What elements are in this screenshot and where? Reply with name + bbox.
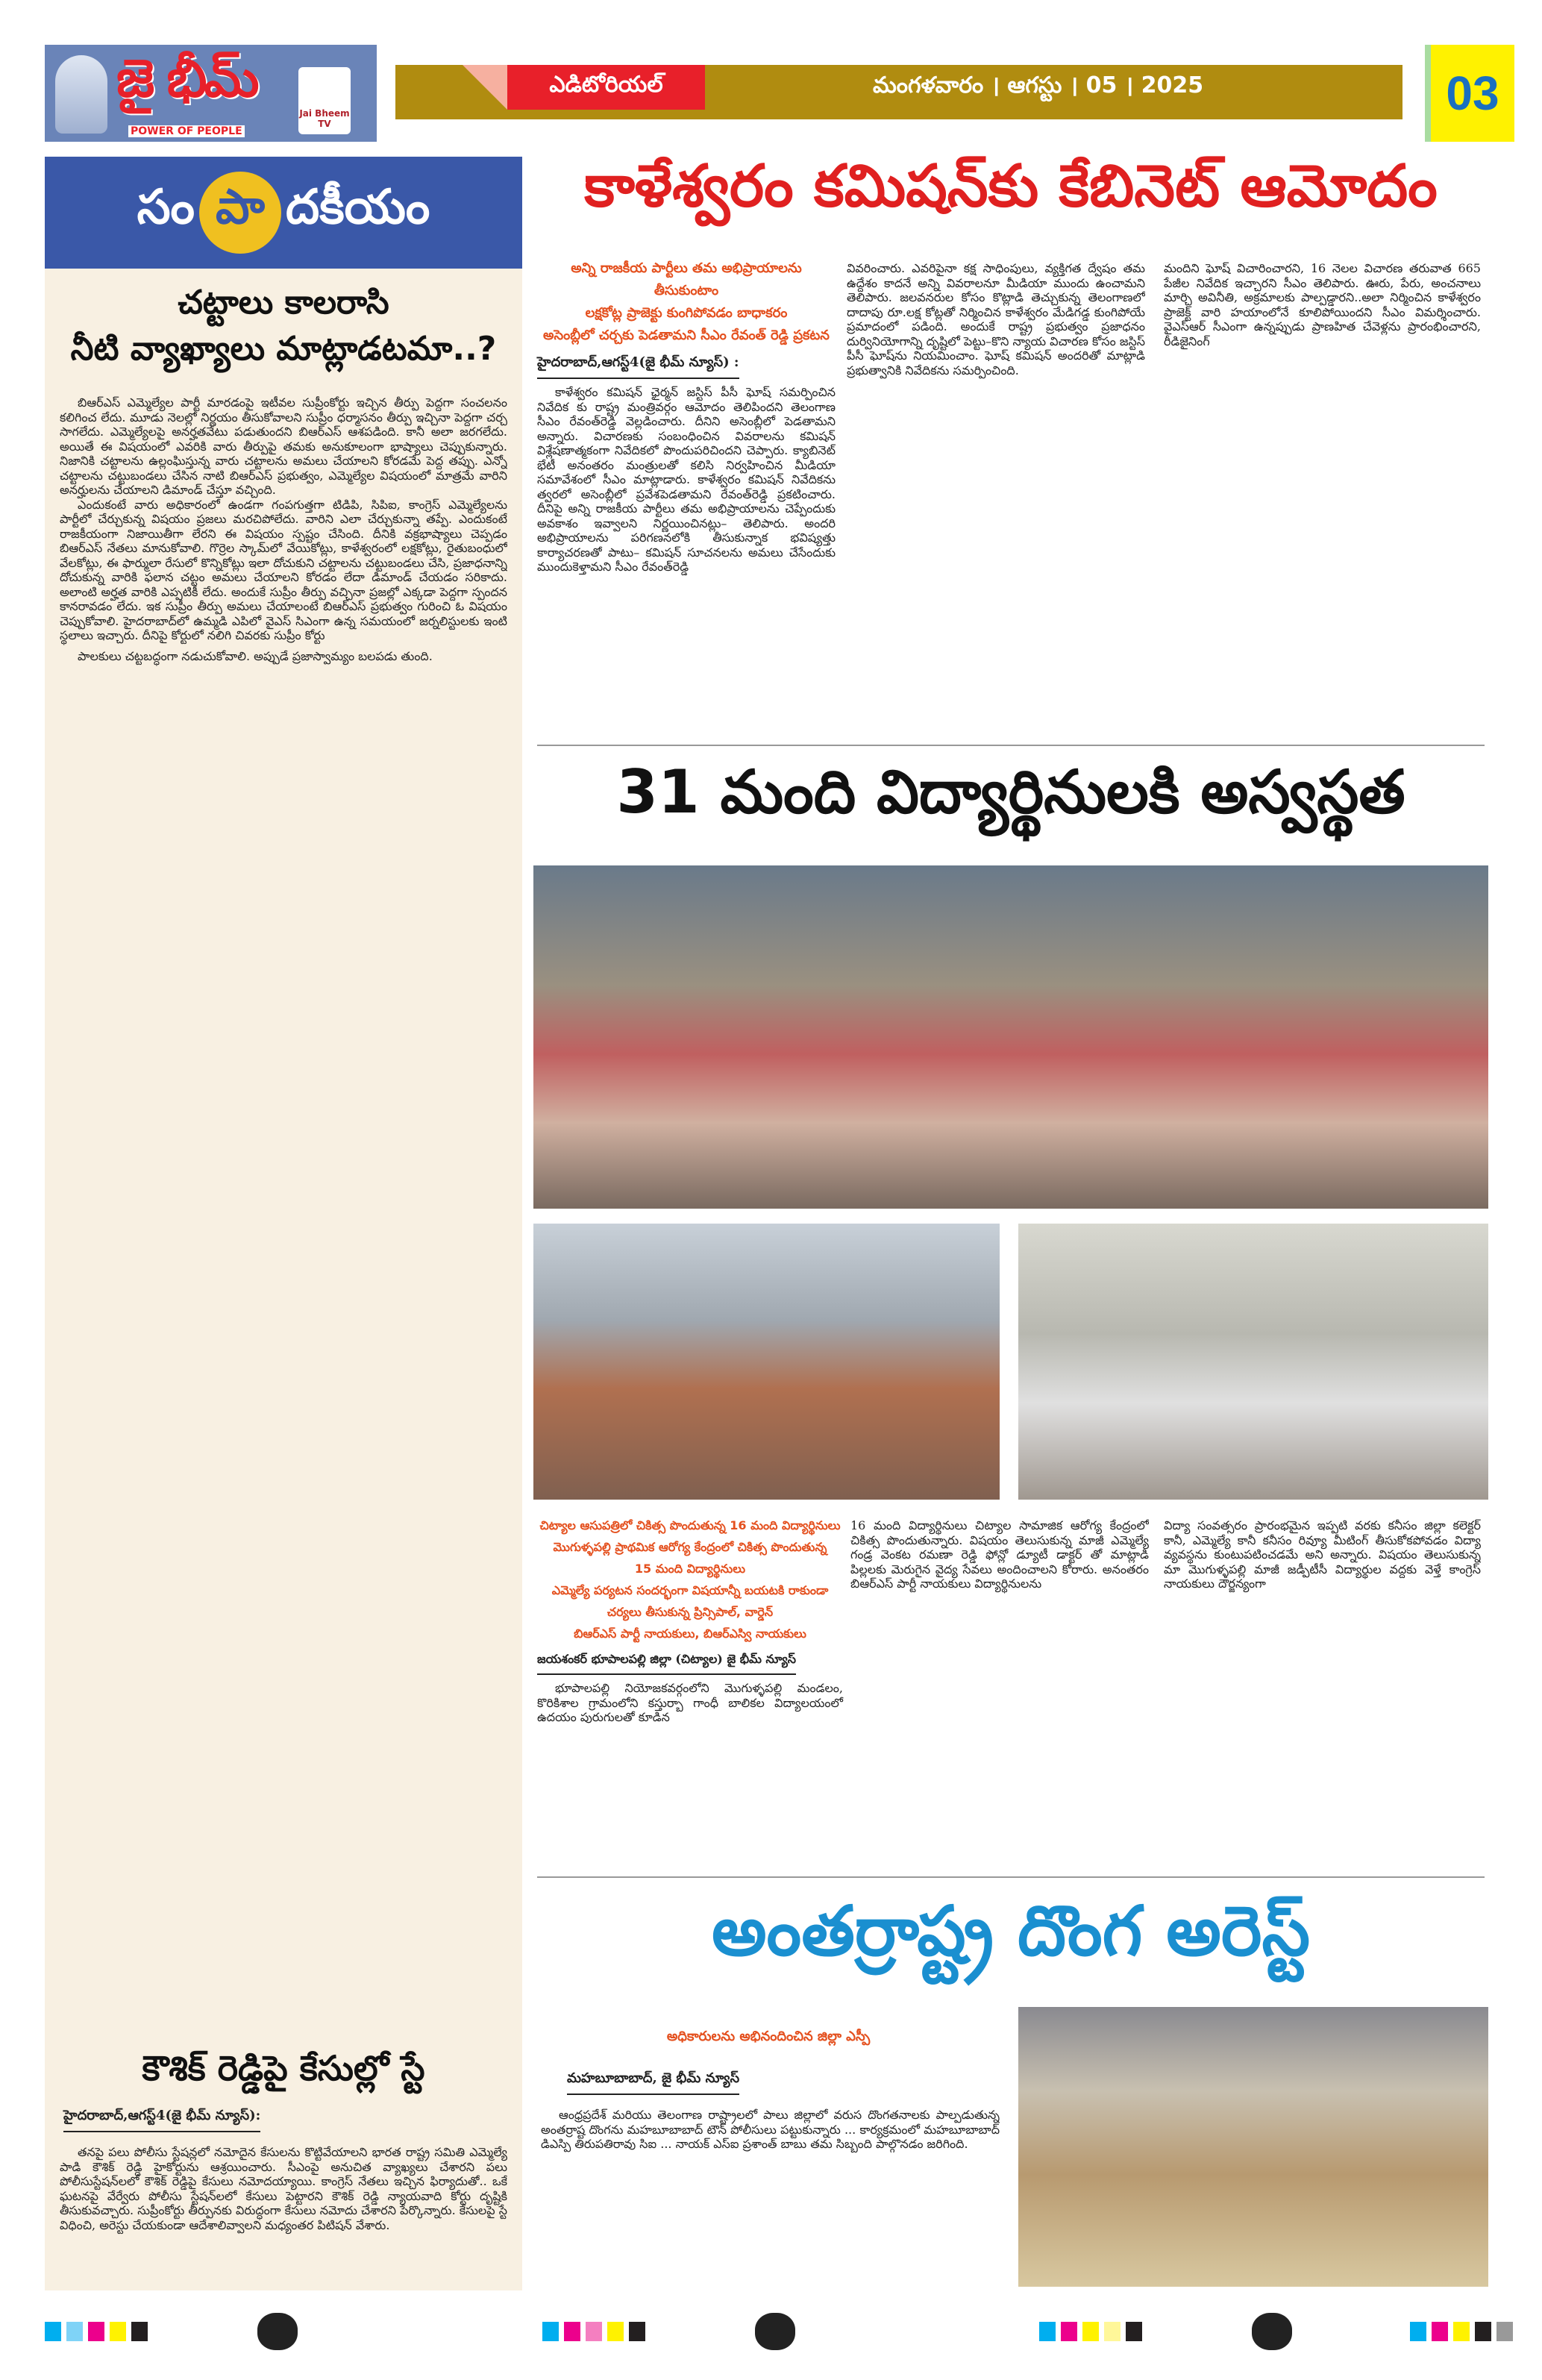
page-number: 03 (1425, 45, 1514, 142)
registration-dot (755, 2313, 795, 2350)
title-line: చట్టాలు కాలరాసి (178, 284, 389, 322)
story2-subhead: చిట్యాల ఆసుపత్రిలో చికిత్స పొందుతున్న 16 మంది విద్యార్థినులు మొగుళ్ళపల్లి ప్రాథమిక ఆరోగ్య కేంద్రంలో చికిత్స పొందుతున్న 15 మంది విద్యార్థినులు ఎమ్మెల్యే పర్యటన సందర్భంగా విషయాన్నీ బయటకి రాకుండా చర్యలు తీసుకున్న ప్రిన్సిపాల్, వార్డెన్ బిఆర్ఎస్ పార్టీ నాయకులు, బిఆర్ఎస్వి నాయకులు (539, 1518, 841, 1641)
dateline: జయశంకర్ భూపాలపల్లి జిల్లా (చిట్యాల) జై భీమ్ న్యూస్ (537, 1652, 796, 1675)
story1-col1 (537, 257, 836, 698)
paragraph: కాళేశ్వరం కమిషన్ ఛైర్మన్ జస్టిస్ పీసీ ఘోష్ సమర్పించిన నివేదిక కు రాష్ట్ర మంత్రివర్గం ఆమోదం తెలిపిందని తెలంగాణ సీఎం రేవంత్‌రెడ్డి వెల్లడించారు. దీనిని అసెంబ్లీలో పెడతామని అన్నారు. విచారణకు సంబంధించిన వివరాలను కమిషన్ విశ్లేషణాత్మకంగా నివేదికలో పొందుపరిచిందని చెప్పారు. క్యాబినెట్ భేటీ అనంతరం మంత్రులతో కలిసి నిర్వహించిన మీడియా సమావేశంలో సీఎం మాట్లాడారు. కాళేశ్వరం కమిషన్ నివేదికను త్వరలో అసెంబ్లీలో ప్రవేశపెడతామని రేవంత్‌రెడ్డి ప్రకటించారు. దీనిపై అన్ని రాజకీయ పార్టీలు తమ అభిప్రాయాలను చెప్పేందుకు అవకాశం ఇవ్వాలని నిర్ణయించినట్లు– తెలిపారు. అందరి అభిప్రాయాలను పరిగణనలోకి తీసుకున్నాక భవిష్యత్తు కార్యాచరణతో పాటు– కమిషన్ సూచనలను అమలు చేసేందుకు ముందుకెళ్తామని సీఎం రేవంత్‌రెడ్డి (537, 385, 836, 574)
story3-headline: అంతర్రాష్ట్ర దొంగ అరెస్ట్ (711, 1891, 1311, 1971)
paragraph: మందిని ఘోష్ విచారించారని, 16 నెలల విచారణ తరువాత 665 పేజీల నివేదిక ఇచ్చారని సీఎం తెలిపారు. ఊరు, పేరు, అంచనాలు మార్చి అవినీతి, అక్రమాలకు పాల్పడ్డారని..అలా నిర్మించిన కాళేశ్వరం ప్రాజెక్ట్ వారి హయాంలోనే కూలిపోయిందని సీఎం విమర్శించారు. వైఎస్‌ఆర్ సీఎంగా ఉన్నప్పుడు ప్రాణహిత చేవెళ్లను ప్రారంభించారని, రీడిజైనింగ్ (1164, 261, 1481, 348)
paragraph: ఎందుకంటే వారు అధికారంలో ఉండగా గంపగుత్తగా టిడిపి, సిపిఐ, కాంగ్రెస్ ఎమ్మెల్యేలను పార్టీలో చేర్చుకున్న విషయం ప్రజలు మరచిపోలేదు. వారిని ఎలా చేర్చుకున్నా తప్పే. ఎందుకంటే రాజకీయంగా నిజాయితీగా లేరని ఈ విషయం స్పష్టం చేసింది. దీనికి వక్రభాష్యాలు చెప్పడం బిఆర్‌ఎస్ నేతలు మానుకోవాలి. గొర్రెల స్కామ్‌లో వేయికోట్లు, కాళేశ్వరంలో లక్షకోట్లు, రైతుబంధులో వేలకోట్లు, ఈ ఫార్ములా రేసులో కొన్నికోట్లు ఇలా దోచుకుని చట్టాలను చట్టుబండలు చేసి, ప్రజాధనాన్ని దోచుకున్న వారికి ఫలాన చట్టం అమలు చేయాలని కోరడం లేదా డిమాండ్ చేయడం సరికాదు. అలాంటి అర్హత వారికి ఎప్పటికీ లేదు. అందుకే సుప్రీం తీర్పు వచ్చినా ప్రజల్లో ఎక్కడా పెద్దగా స్పందన కానరావడం లేదు. ఇక సుప్రీం తీర్పు అమలు చేయాలంటే బిఆర్‌ఎస్ ప్రభుత్వం గురించి ఓ విషయం చెప్పుకోవాలి. హైదరాబాద్‌లో ఉమ్మడి ఎపిలో వైఎస్ సిఎంగా ఉన్న సమయంలో జర్నలిస్టులకు ఇంటి స్థలాలు ఇచ్చారు. దీనిపై కోర్టులో నలిగి చివరకు సుప్రీం కోర్టు (60, 497, 507, 642)
school-gathering-photo (533, 1224, 1000, 1500)
paragraph: తనపై పలు పోలీసు స్టేషన్లలో నమోదైన కేసులను కొట్టివేయాలని భారత రాష్ట్ర సమితి ఎమ్మెల్యే పాడి కౌశిక్ రెడ్డి హైకోర్టును ఆశ్రయించారు. సీఎంపై అనుచిత వ్యాఖ్యలు చేశారని పలు పోలీసుస్టేషన్‌లలో కౌశిక్ రెడ్డిపై కేసులు నమోదయ్యాయి. కాంగ్రెస్ నేతలు ఇచ్చిన ఫిర్యాదుతో.. ఒకే ఘటనపై వేర్వేరు పోలీసు స్టేషన్‌లలో కేసులు పెట్టారని కౌశిక్ రెడ్డి న్యాయవాది కోర్టు దృష్టికి తీసుకువచ్చారు. సుప్రీంకోర్టు తీర్పునకు విరుద్ధంగా కేసులు నమోదు చేశారని పేర్కొన్నారు. కేసులపై స్టే విధించి, అరెస్టు చేయకుండా ఆదేశాలివ్వాలని మధ్యంతర పిటిషన్ వేశారు. (60, 2145, 507, 2232)
registration-dot (257, 2313, 298, 2350)
section-label: ఎడిటోరియల్ (507, 65, 705, 110)
tab-wedge (463, 65, 507, 110)
divider (537, 1876, 1485, 1878)
editorial2-headline: కౌశిక్ రెడ్డిపై కేసుల్లో స్టే (142, 2048, 425, 2088)
editorial2-dateline-wrap (63, 2100, 260, 2138)
police-arrest-photo (1018, 2007, 1488, 2287)
story1-subhead: అన్ని రాజకీయ పార్టీలు తమ అభిప్రాయాలను తీసుకుంటాం లక్షకోట్ల ప్రాజెక్టు కుంగిపోవడం బాధాకరం అసెంబ్లీలో చర్చకు పెడతామని సీఎం రేవంత్ రెడ్డి ప్రకటన (543, 260, 830, 343)
color-registration-mark (45, 2322, 148, 2341)
story2-col1 (537, 1515, 843, 1725)
story1-col2 (847, 261, 1145, 739)
paragraph: ఆంధ్రప్రదేశ్ మరియు తెలంగాణ రాష్ట్రాలలో పాలు జిల్లాలో వరుస దొంగతనాలకు పాల్పడుతున్న అంతర్రాష్ట దొంగను మహబూబాబాద్ టౌన్ పోలీసులు పట్టుకున్నారు ... కార్యక్రమంలో మహబూబాబాద్ డిఎస్పి తిరుపతిరావు సిఐ ... నాయక్ ఎస్ఐ ప్రశాంత్ బాబు తమ సిబ్బంది పాల్గొనడం జరిగింది. (541, 2108, 1000, 2151)
paragraph: విద్యా సంవత్సరం ప్రారంభమైన ఇప్పటి వరకు కనీసం జిల్లా కలెక్టర్ కానీ, ఎమ్మెల్యే కానీ కనీసం రివ్యూ మీటింగ్ తీసుకోకపోవడం విద్యా వ్యవస్థను కుంటుపటించడమే అని అన్నారు. విషయం తెలుసుకున్న మా మొగుళ్ళపల్లి మాజీ జడ్పీటీసీ విద్యార్థుల వద్దకు వెళ్తే కాంగ్రెస్ నాయకులు దౌర్జన్యంగా (1164, 1518, 1481, 1591)
color-registration-mark (1410, 2322, 1513, 2341)
editorial-title (60, 280, 507, 372)
students-protest-photo (533, 865, 1488, 1209)
story3-body (541, 2108, 1000, 2287)
banner-text: దకీయం (286, 179, 430, 235)
editorial-banner (45, 157, 522, 269)
masthead-logo (45, 45, 377, 142)
paragraph: బిఆర్‌ఎస్ ఎమ్మెల్యేల పార్టీ మారడంపై ఇటీవల సుప్రీంకోర్టు ఇచ్చిన తీర్పు పెద్దగా సంచలనం కలిగించ లేదు. మూడు నెలల్లో నిర్ణయం తీసుకోవాలని సుప్రీం ధర్మాసనం తీర్పు ఇచ్చినా పెద్దగా చర్చ సాగలేదు. ఎమ్మెల్యేలపై అనర్హతవేటు పడుతుందని బిఆర్‌ఎస్ ఆశపడింది. కానీ అలా జరగలేదు. అయితే ఈ విషయంలో ఎవరికి వారు తీర్పుపై తమకు అనుకూలంగా భాష్యాలు చెప్పుకున్నారు. నిజానికి చట్టాలను ఉల్లంఘిస్తున్న వారు చట్టాలను అమలు చేయాలని కోరడమే పెద్ద తప్పు. ఎన్నో చట్టాలను చట్టుబండలు చేసిన నాటి బిఆర్‌ఎస్ ప్రభుత్వం, ఎమ్మెల్యేల విషయంలో మాత్రమే వారిని అనర్హులను చేయాలని డిమాండ్ చేస్తూ వచ్చింది. (60, 395, 507, 497)
tv-logo: Jai Bheem TV (298, 67, 351, 134)
divider (537, 745, 1485, 746)
story3-subhead: అధికారులను అభినందించిన జిల్లా ఎస్పీ (666, 2029, 871, 2044)
registration-dot (1252, 2313, 1292, 2350)
paragraph: 16 మంది విద్యార్థినులు చిట్యాల సామాజిక ఆరోగ్య కేంద్రంలో చికిత్స పొందుతున్నారు. విషయం తెలుసుకున్న మాజీ ఎమ్మెల్యే గండ్ర వెంకట రమణా రెడ్డి ఫోన్లో డ్యూటీ డాక్టర్ తో మాట్లాడి పిల్లలకు మెరుగైన వైద్య సేవలు అందించాలని కోరారు. అనంతరం బిఆర్ఎస్ పార్టీ నాయకులు విద్యార్థినులను (850, 1518, 1149, 1591)
color-registration-mark (542, 2322, 645, 2341)
story3-dateline-wrap (567, 2063, 739, 2101)
portrait-icon (55, 55, 107, 134)
paragraph: వివరించారు. ఎవరిపైనా కక్ష సాధింపులు, వ్యక్తిగత ద్వేషం తమ ఉద్దేశం కాదనే అన్ని వివరాలనూ మీడియా ముందు ఉంచామని తెలిపారు. జలవనరుల కోసం కొట్లాడి తెచ్చుకున్న తెలంగాణలో దాదాపు రూ.లక్ష కోట్లతో నిర్మించిన కాళేశ్వరం మేడిగడ్డ కుంగిపోయే ప్రమాదంలో పడింది. అందుకే రాష్ట్ర ప్రభుత్వం ప్రజాధనం దుర్వినియోగాన్ని దృష్టిలో పెట్టు–కొని న్యాయ విచారణ కోసం జస్టిస్ పీసీ ఘోష్‌ను నియమించాం. ఘోష్ కమిషన్ అందరితో మాట్లాడి ప్రభుత్వానికి నివేదికను సమర్పించింది. (847, 261, 1145, 378)
dateline: హైదరాబాద్,ఆగస్ట్4(జై భీమ్ న్యూస్) : (537, 354, 739, 379)
logo-tagline: POWER OF PEOPLE (128, 125, 245, 137)
editorial2-body (60, 2145, 507, 2279)
title-line: నీటి వ్యాఖ్యాలు మాట్లాడటమా..? (70, 330, 497, 368)
story2-col3 (1164, 1518, 1481, 1869)
dateline: హైదరాబాద్,ఆగస్ట్4(జై భీమ్ న్యూస్): (63, 2108, 260, 2132)
story1-col3 (1164, 261, 1481, 739)
issue-date: మంగళవారం । ఆగస్టు । 05 । 2025 (873, 72, 1204, 98)
paragraph: భూపాలపల్లి నియోజకవర్గంలోని మొగుళ్ళపల్లి మండలం, కొరికిశాల గ్రామంలోని కస్తుర్బా గాంధీ బాలికల విద్యాలయంలో ఉదయం పురుగులతో కూడిన (537, 1681, 843, 1724)
banner-circle: పా (199, 172, 281, 254)
story2-headline: 31 మంది విద్యార్థినులకి అస్వస్థత (616, 757, 1405, 827)
editorial-body (60, 395, 507, 2022)
color-registration-mark (1039, 2322, 1142, 2341)
story2-col2 (850, 1518, 1149, 1869)
banner-text: సం (137, 179, 195, 235)
paragraph: పాలకులు చట్టబద్ధంగా నడుచుకోవాలి. అప్పుడే ప్రజాస్వామ్యం బలపడు తుంది. (78, 648, 433, 663)
hospital-ward-photo (1018, 1224, 1488, 1500)
logo-name: జై భీమ్ (116, 48, 257, 109)
story1-headline: కాళేశ్వరం కమిషన్‌కు కేబినెట్ ఆమోదం (584, 153, 1438, 220)
dateline: మహబూబాబాద్, జై భీమ్ న్యూస్ (567, 2070, 739, 2095)
